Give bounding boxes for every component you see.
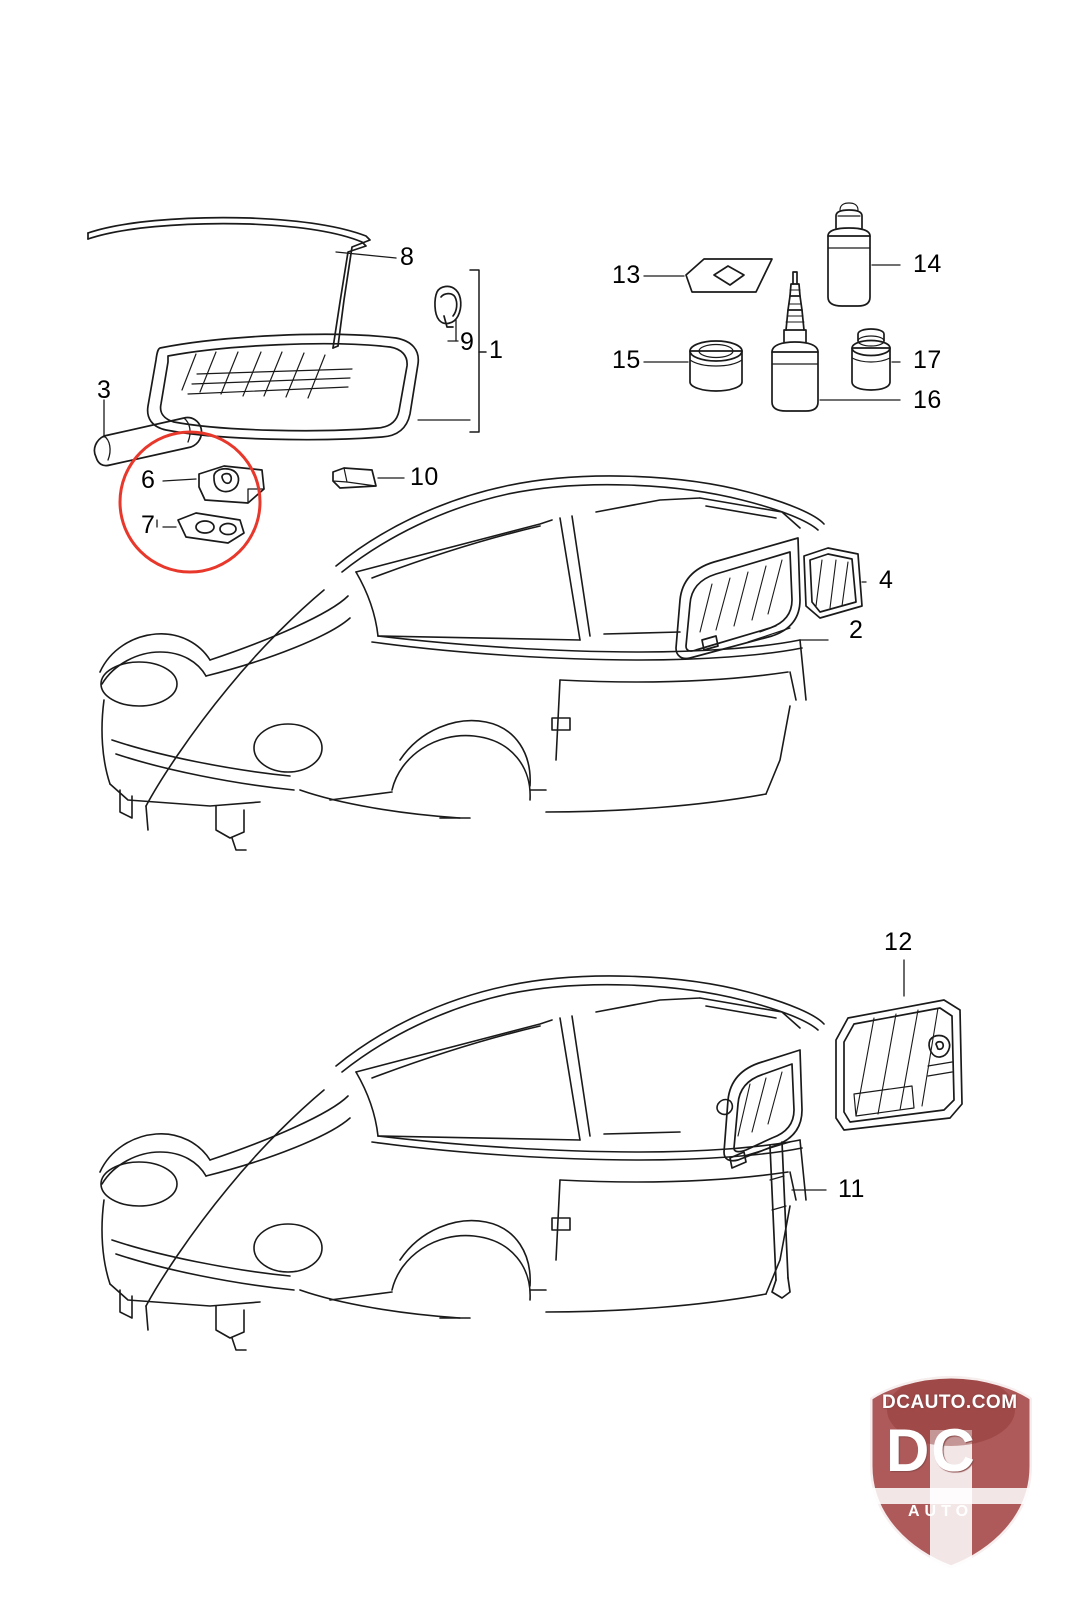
primer-tin-part <box>690 341 742 391</box>
convertible-car-body <box>100 976 824 1350</box>
windscreen-clip-part <box>435 286 461 327</box>
watermark-sub-text: AUTO <box>908 1503 974 1520</box>
windscreen-moulding-part <box>88 218 370 348</box>
gasket-sheet-part <box>686 259 772 292</box>
retaining-plate-part <box>178 513 244 543</box>
rear-quarter-window-coupe-part <box>804 548 862 618</box>
dcauto-watermark <box>856 1370 1046 1575</box>
callout-4: 4 <box>879 566 894 594</box>
activator-bottle-part <box>772 272 818 411</box>
callout-13: 13 <box>612 261 641 289</box>
callout-14: 14 <box>913 250 942 278</box>
callout-6: 6 <box>141 466 156 494</box>
watermark-top-text: DCAUTO.COM <box>882 1392 1018 1413</box>
callout-9: 9 <box>460 328 475 356</box>
callout-10: 10 <box>410 463 439 491</box>
callout-1: 1 <box>489 336 504 364</box>
cleaner-jar-part <box>852 329 890 390</box>
callout-2: 2 <box>849 616 864 644</box>
callout-3: 3 <box>97 376 112 404</box>
callout-11: 11 <box>838 1175 865 1203</box>
callout-7: 7 <box>141 511 156 539</box>
callout-12: 12 <box>884 928 913 956</box>
side-window-frame-coupe-part <box>676 538 800 659</box>
callout-17: 17 <box>913 346 942 374</box>
callout-8: 8 <box>400 243 415 271</box>
callout-16: 16 <box>913 386 942 414</box>
callout-15: 15 <box>612 346 641 374</box>
adhesive-bottle-large-part <box>828 203 870 306</box>
watermark-main-text: DC <box>886 1417 977 1484</box>
glass-spacer-block-part <box>333 468 376 488</box>
door-window-glass-part <box>836 1000 962 1130</box>
